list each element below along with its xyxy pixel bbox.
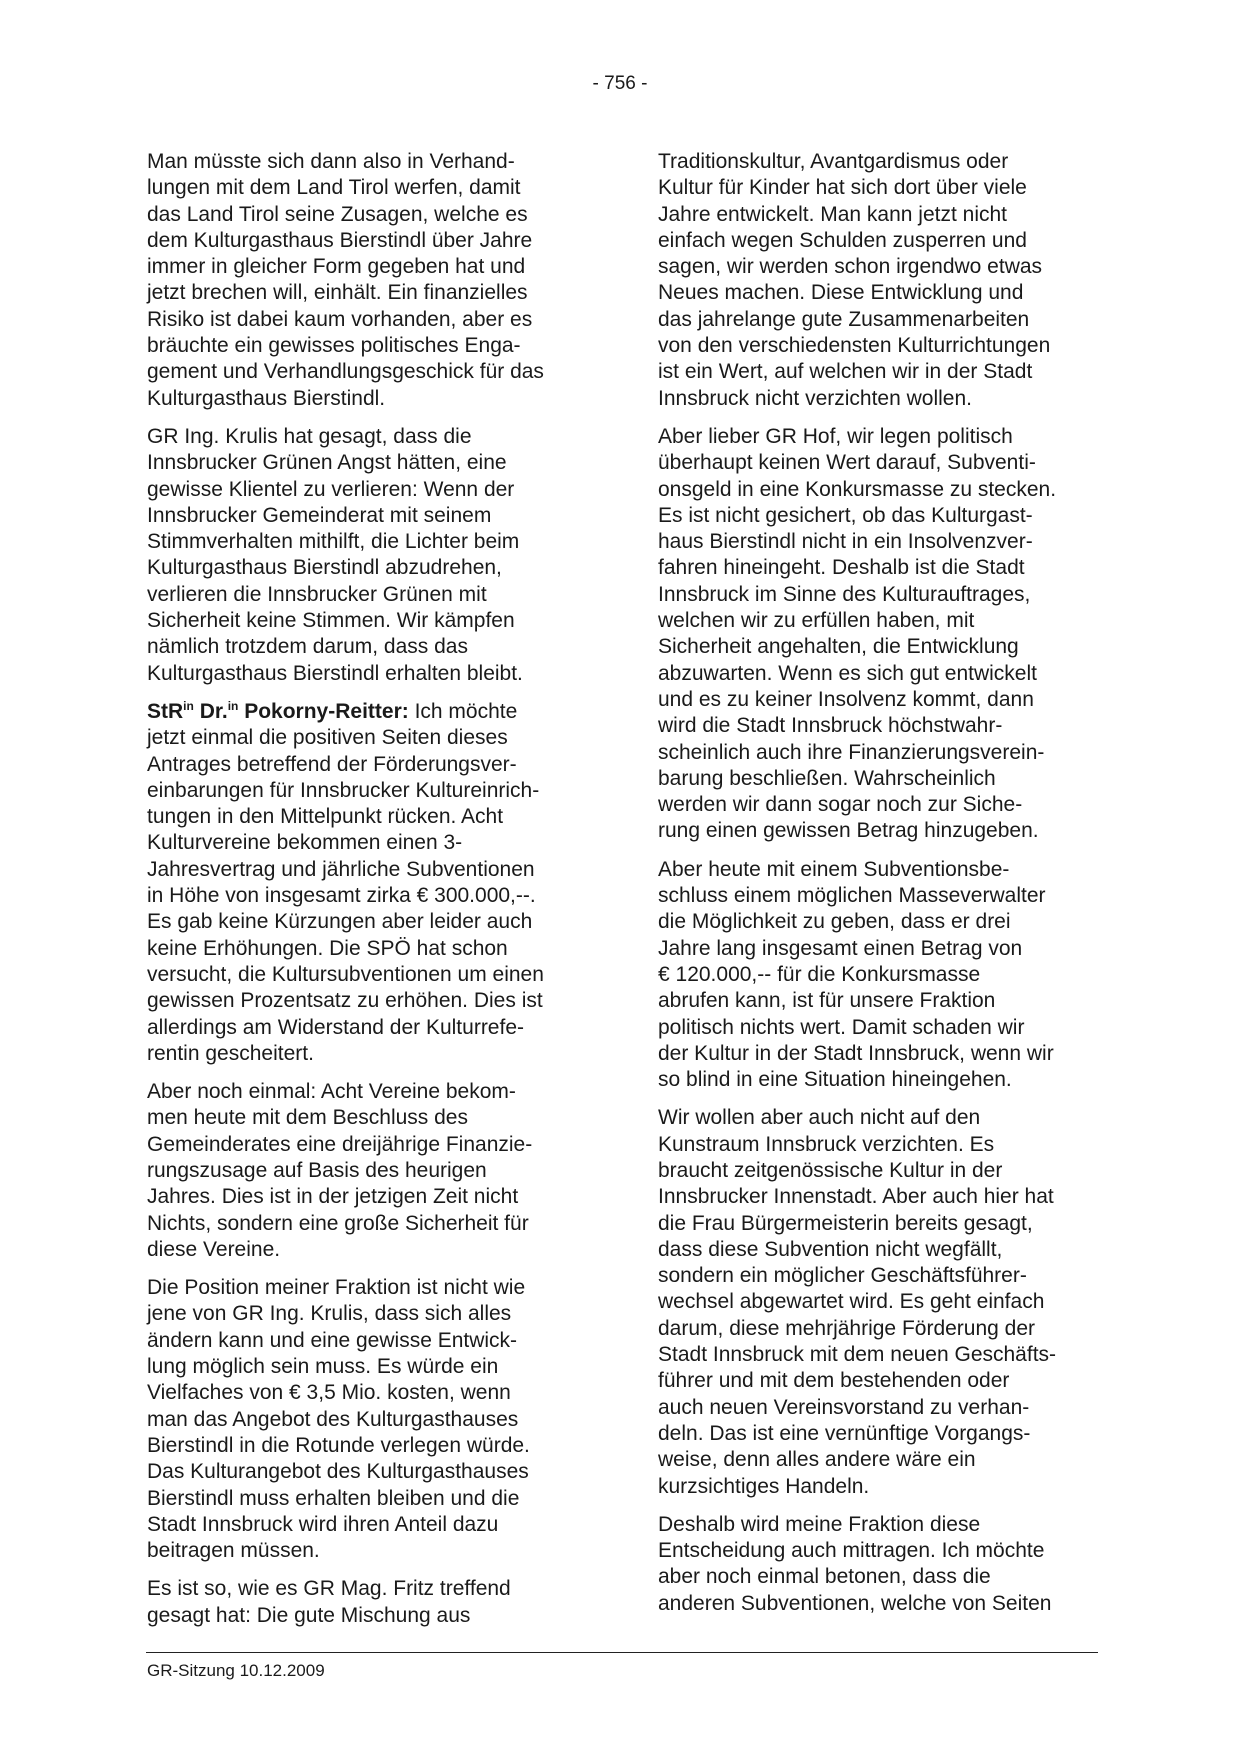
paragraph: Aber heute mit einem Subventionsbe- schluss einem möglichen Masseverwalter die Möglichkeit zu geben, dass er drei Jahre lang insgesamt einen Betrag von € 120.000,-- für die Konkursmasse abrufen kann, ist für unsere Fraktion politisch nichts wert. Damit schaden wir der Kultur in der Stadt Innsbruck, wenn wir so blind in eine Situation hineingehen. xyxy=(658,857,1054,1092)
page-number: - 756 - xyxy=(592,73,648,94)
speaker-sup-1: in xyxy=(183,698,194,713)
paragraph: Man müsste sich dann also in Verhand- lungen mit dem Land Tirol werfen, damit das Land Tirol seine Zusagen, welche es dem Kulturgasthaus Bierstindl über Jahre immer in gleicher Form gegeben hat und jetzt brechen will, einhält. Ein finanzielles Risiko ist dabei kaum vorhanden, aber es bräuchte ein gewisses politisches Enga- gement und Verhandlungsgeschick für das Kulturgasthaus Bierstindl. xyxy=(147,150,544,410)
paragraph: Es ist so, wie es GR Mag. Fritz treffend gesagt hat: Die gute Mischung aus xyxy=(147,1577,511,1627)
speaker-surname: Pokorny-Reitter: xyxy=(244,699,409,723)
paragraph: Deshalb wird meine Fraktion diese Entscheidung auch mittragen. Ich möchte aber noch einmal betonen, dass die anderen Subventionen, welche von Seiten xyxy=(658,1512,1052,1615)
speech-text: Ich möchte jetzt einmal die positiven Seiten dieses Antrages betreffend der Förderungsver- einbarungen für Innsbrucker Kultureinrich- tungen in den Mittelpunkt rücken. Acht Kulturvereine bekommen einen 3- Jahresvertrag und jährliche Subventionen in Höhe von insgesamt zirka € 300.000,--. Es gab keine Kürzungen aber leider auch keine Erhöhungen. Die SPÖ hat schon versucht, die Kultursubventionen um einen gewissen Prozentsatz zu erhöhen. Dies ist allerdings am Widerstand der Kulturrefe- rentin gescheitert. xyxy=(147,699,544,1065)
speaker-title-1: StR xyxy=(147,699,184,723)
paragraph: Aber lieber GR Hof, wir legen politisch überhaupt keinen Wert darauf, Subventi- onsgeld in eine Konkursmasse zu stecken. Es ist nicht gesichert, ob das Kulturgast- haus Bierstindl nicht in ein Insolvenzver- fahren hineingeht. Deshalb ist die Stadt Innsbruck im Sinne des Kulturauftrages, welchen wir zu erfüllen haben, mit Sicherheit angehalten, die Entwicklung abzuwarten. Wenn es sich gut entwickelt und es zu keiner Insolvenz kommt, dann wird die Stadt Innsbruck höchstwahr- scheinlich auch ihre Finanzierungsverein- barung beschließen. Wahrscheinlich werden wir dann sogar noch zur Siche- rung einen gewissen Betrag hinzugeben. xyxy=(658,424,1057,843)
speaker-name xyxy=(147,700,409,723)
speaker-sup-2: in xyxy=(227,698,239,713)
paragraph: Die Position meiner Fraktion ist nicht wie jene von GR Ing. Krulis, dass sich alles ändern kann und eine gewisse Entwick- lung möglich sein muss. Es würde ein Vielfaches von € 3,5 Mio. kosten, wenn man das Angebot des Kulturgasthauses Bierstindl in die Rotunde verlegen würde. Das Kulturangebot des Kulturgasthauses Bierstindl muss erhalten bleiben und die Stadt Innsbruck wird ihren Anteil dazu beitragen müssen. xyxy=(147,1276,530,1563)
footer-divider xyxy=(146,1652,1098,1653)
paragraph: GR Ing. Krulis hat gesagt, dass die Innsbrucker Grünen Angst hätten, eine gewisse Klientel zu verlieren: Wenn der Innsbrucker Gemeinderat mit seinem Stimmverhalten mithilft, die Lichter beim Kulturgasthaus Bierstindl abzudrehen, verlieren die Innsbrucker Grünen mit Sicherheit keine Stimmen. Wir kämpfen nämlich trotzdem darum, dass das Kulturgasthaus Bierstindl erhalten bleibt. xyxy=(147,424,523,685)
left-column xyxy=(147,149,587,1641)
paragraph: Aber noch einmal: Acht Vereine bekom- men heute mit dem Beschluss des Gemeinderates eine dreijährige Finanzie- rungszusage auf Basis des heurigen Jahres. Dies ist in der jetzigen Zeit nicht Nichts, sondern eine große Sicherheit für diese Vereine. xyxy=(147,1080,533,1261)
speaker-title-2: Dr. xyxy=(199,699,228,723)
right-column xyxy=(658,149,1098,1629)
footer-session-date: GR-Sitzung 10.12.2009 xyxy=(147,1661,325,1680)
speaker-paragraph xyxy=(147,699,587,1067)
paragraph: Traditionskultur, Avantgardismus oder Kultur für Kinder hat sich dort über viele Jahre entwickelt. Man kann jetzt nicht einfach wegen Schulden zusperren und sagen, wir werden schon irgendwo etwas Neues machen. Diese Entwicklung und das jahrelange gute Zusammenarbeiten von den verschiedensten Kulturrichtungen ist ein Wert, auf welchen wir in der Stadt Innsbruck nicht verzichten wollen. xyxy=(658,150,1051,410)
paragraph: Wir wollen aber auch nicht auf den Kunstraum Innsbruck verzichten. Es braucht zeitgenössische Kultur in der Innsbrucker Innenstadt. Aber auch hier hat die Frau Bürgermeisterin bereits gesagt, dass diese Subvention nicht wegfällt, sondern ein möglicher Geschäftsführer- wechsel abgewartet wird. Es geht einfach darum, diese mehrjährige Förderung der Stadt Innsbruck mit dem neuen Geschäfts- führer und mit dem bestehenden oder auch neuen Vereinsvorstand zu verhan- deln. Das ist eine vernünftige Vorgangs- weise, denn alles andere wäre ein kurzsichtiges Handeln. xyxy=(658,1106,1057,1498)
